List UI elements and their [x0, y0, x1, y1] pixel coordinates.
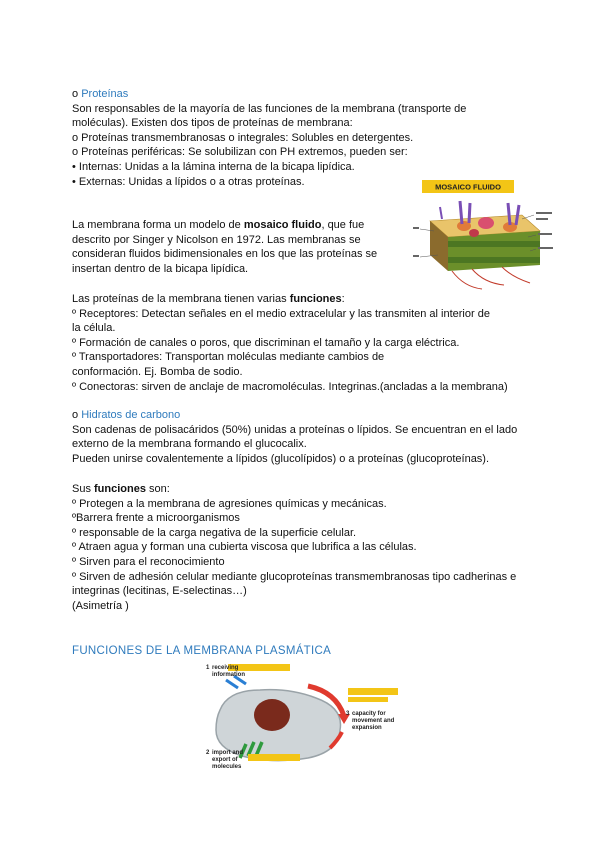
- glycoprotein-chain: [469, 203, 470, 223]
- section-proteinas: [72, 87, 466, 189]
- nucleus: [254, 699, 290, 731]
- lipid-band: [448, 241, 540, 247]
- label-bar: [348, 697, 388, 702]
- label-text: capacity for: [352, 711, 386, 717]
- paragraph-line: o Proteínas periféricas: Se solubilizan con PH extremos, pueden ser:: [72, 146, 408, 159]
- protein: [478, 217, 494, 229]
- paragraph-line: externo de la membrana formando el glucocalix.: [72, 438, 307, 451]
- hidratos-heading: Hidratos de carbono: [81, 409, 181, 421]
- paragraph-line: insertan dentro de la bicapa lipídica.: [72, 262, 249, 275]
- membrane-illustration: [412, 179, 557, 291]
- hidratos-heading-line: [72, 408, 517, 423]
- label-text: receiving: [212, 665, 239, 671]
- paragraph-line: Son responsables de la mayoría de las funciones de la membrana (transporte de: [72, 102, 467, 115]
- bold-term: mosaico fluido: [243, 219, 322, 231]
- paragraph-line: integrinas (lecitinas, E-selectinas…): [72, 585, 247, 598]
- figure-title: MOSAICO FLUIDO: [435, 182, 501, 192]
- label-text: expansion: [352, 725, 382, 731]
- proteinas-heading-line: [72, 87, 466, 102]
- paragraph-line: (Asimetría ): [72, 599, 129, 612]
- label-number: 1: [206, 665, 210, 671]
- section-funciones-proteinas: [72, 292, 508, 394]
- paragraph-line: conformación. Ej. Bomba de sodio.: [72, 365, 243, 378]
- glycoprotein-chain: [440, 207, 442, 219]
- funciones-membrana-heading: FUNCIONES DE LA MEMBRANA PLASMÁTICA: [72, 645, 332, 657]
- paragraph-line: Son cadenas de polisacáridos (50%) unidas a proteínas o lípidos. Se encuentran en el lado: [72, 423, 518, 436]
- cell-functions-illustration: [198, 660, 410, 778]
- cytoskeleton-filaments: [452, 267, 530, 289]
- bullet: o: [72, 88, 82, 100]
- paragraph-line: º Formación de canales o poros, que discriminan el tamaño y la carga eléctrica.: [72, 336, 460, 349]
- glycoprotein-chain: [508, 203, 510, 225]
- paragraph-line: º Transportadores: Transportan moléculas mediante cambios de: [72, 351, 385, 364]
- paragraph-line: º Conectoras: sirven de anclaje de macromoléculas. Integrinas.(ancladas a la membrana): [72, 380, 508, 393]
- protein: [469, 229, 479, 237]
- text-run: La membrana forma un modelo de: [72, 219, 244, 231]
- paragraph-line: o Proteínas transmembranosas o integrales: Solubles en detergentes.: [72, 131, 414, 144]
- text-run: Sus: [72, 483, 95, 495]
- paragraph-line: descrito por Singer y Nicolson en 1972. Las membranas se: [72, 233, 361, 246]
- section-funciones-hidratos: [72, 482, 516, 613]
- label-bar: [248, 754, 300, 761]
- paragraph-line: [72, 292, 508, 307]
- label-text: molecules: [212, 764, 242, 770]
- proteinas-heading: Proteínas: [81, 88, 129, 100]
- paragraph-line: [72, 482, 516, 497]
- paragraph-line: • Internas: Unidas a la lámina interna de la bicapa lipídica.: [72, 160, 355, 173]
- paragraph-line: Pueden unirse covalentemente a lípidos (glucolípidos) o a proteínas (glucoproteínas).: [72, 452, 490, 465]
- paragraph-line: consideran fluidos bidimensionales en los que las proteínas se: [72, 248, 378, 261]
- paragraph-line: [72, 218, 377, 233]
- paragraph-line: º Atraen agua y forman una cubierta viscosa que lubrifica a las células.: [72, 541, 417, 554]
- section-mosaico: [72, 218, 377, 276]
- paragraph-line: º Sirven de adhesión celular mediante glucoproteínas transmembranosas tipo cadherinas e: [72, 570, 517, 583]
- lipid-band: [448, 257, 540, 263]
- paragraph-line: moléculas). Existen dos tipos de proteínas de membrana:: [72, 117, 353, 130]
- paragraph-line: º Protegen a la membrana de agresiones químicas y mecánicas.: [72, 497, 387, 510]
- label-text: information: [212, 672, 245, 678]
- membrane-front: [448, 231, 540, 271]
- bullet: o: [72, 409, 82, 421]
- paragraph-line: • Externas: Unidas a lípidos o a otras proteínas.: [72, 175, 305, 188]
- bold-term: funciones: [289, 293, 342, 305]
- paragraph-line: º Sirven para el reconocimiento: [72, 555, 225, 568]
- section-hidratos: [72, 408, 517, 466]
- text-run: :: [341, 293, 345, 305]
- paragraph-line: ºBarrera frente a microorganismos: [72, 512, 240, 525]
- funciones-membrana-figure: [198, 660, 410, 778]
- paragraph-line: º Receptores: Detectan señales en el medio extracelular y las transmiten al interior de: [72, 307, 490, 320]
- paragraph-line: la célula.: [72, 322, 116, 335]
- label-text: import and: [212, 750, 243, 756]
- text-run: son:: [145, 483, 170, 495]
- bold-term: funciones: [94, 483, 146, 495]
- label-number: 2: [206, 750, 210, 756]
- text-run: Las proteínas de la membrana tienen varias: [72, 293, 290, 305]
- label-text: movement and: [352, 718, 395, 724]
- label-bar: [348, 688, 398, 695]
- paragraph-line: º responsable de la carga negativa de la superficie celular.: [72, 526, 357, 539]
- text-run: , que fue: [321, 219, 365, 231]
- glycoprotein-chain: [460, 201, 462, 224]
- mosaico-fluido-figure: [412, 179, 557, 291]
- label-text: export of: [212, 757, 238, 763]
- label-number: 3: [346, 711, 350, 717]
